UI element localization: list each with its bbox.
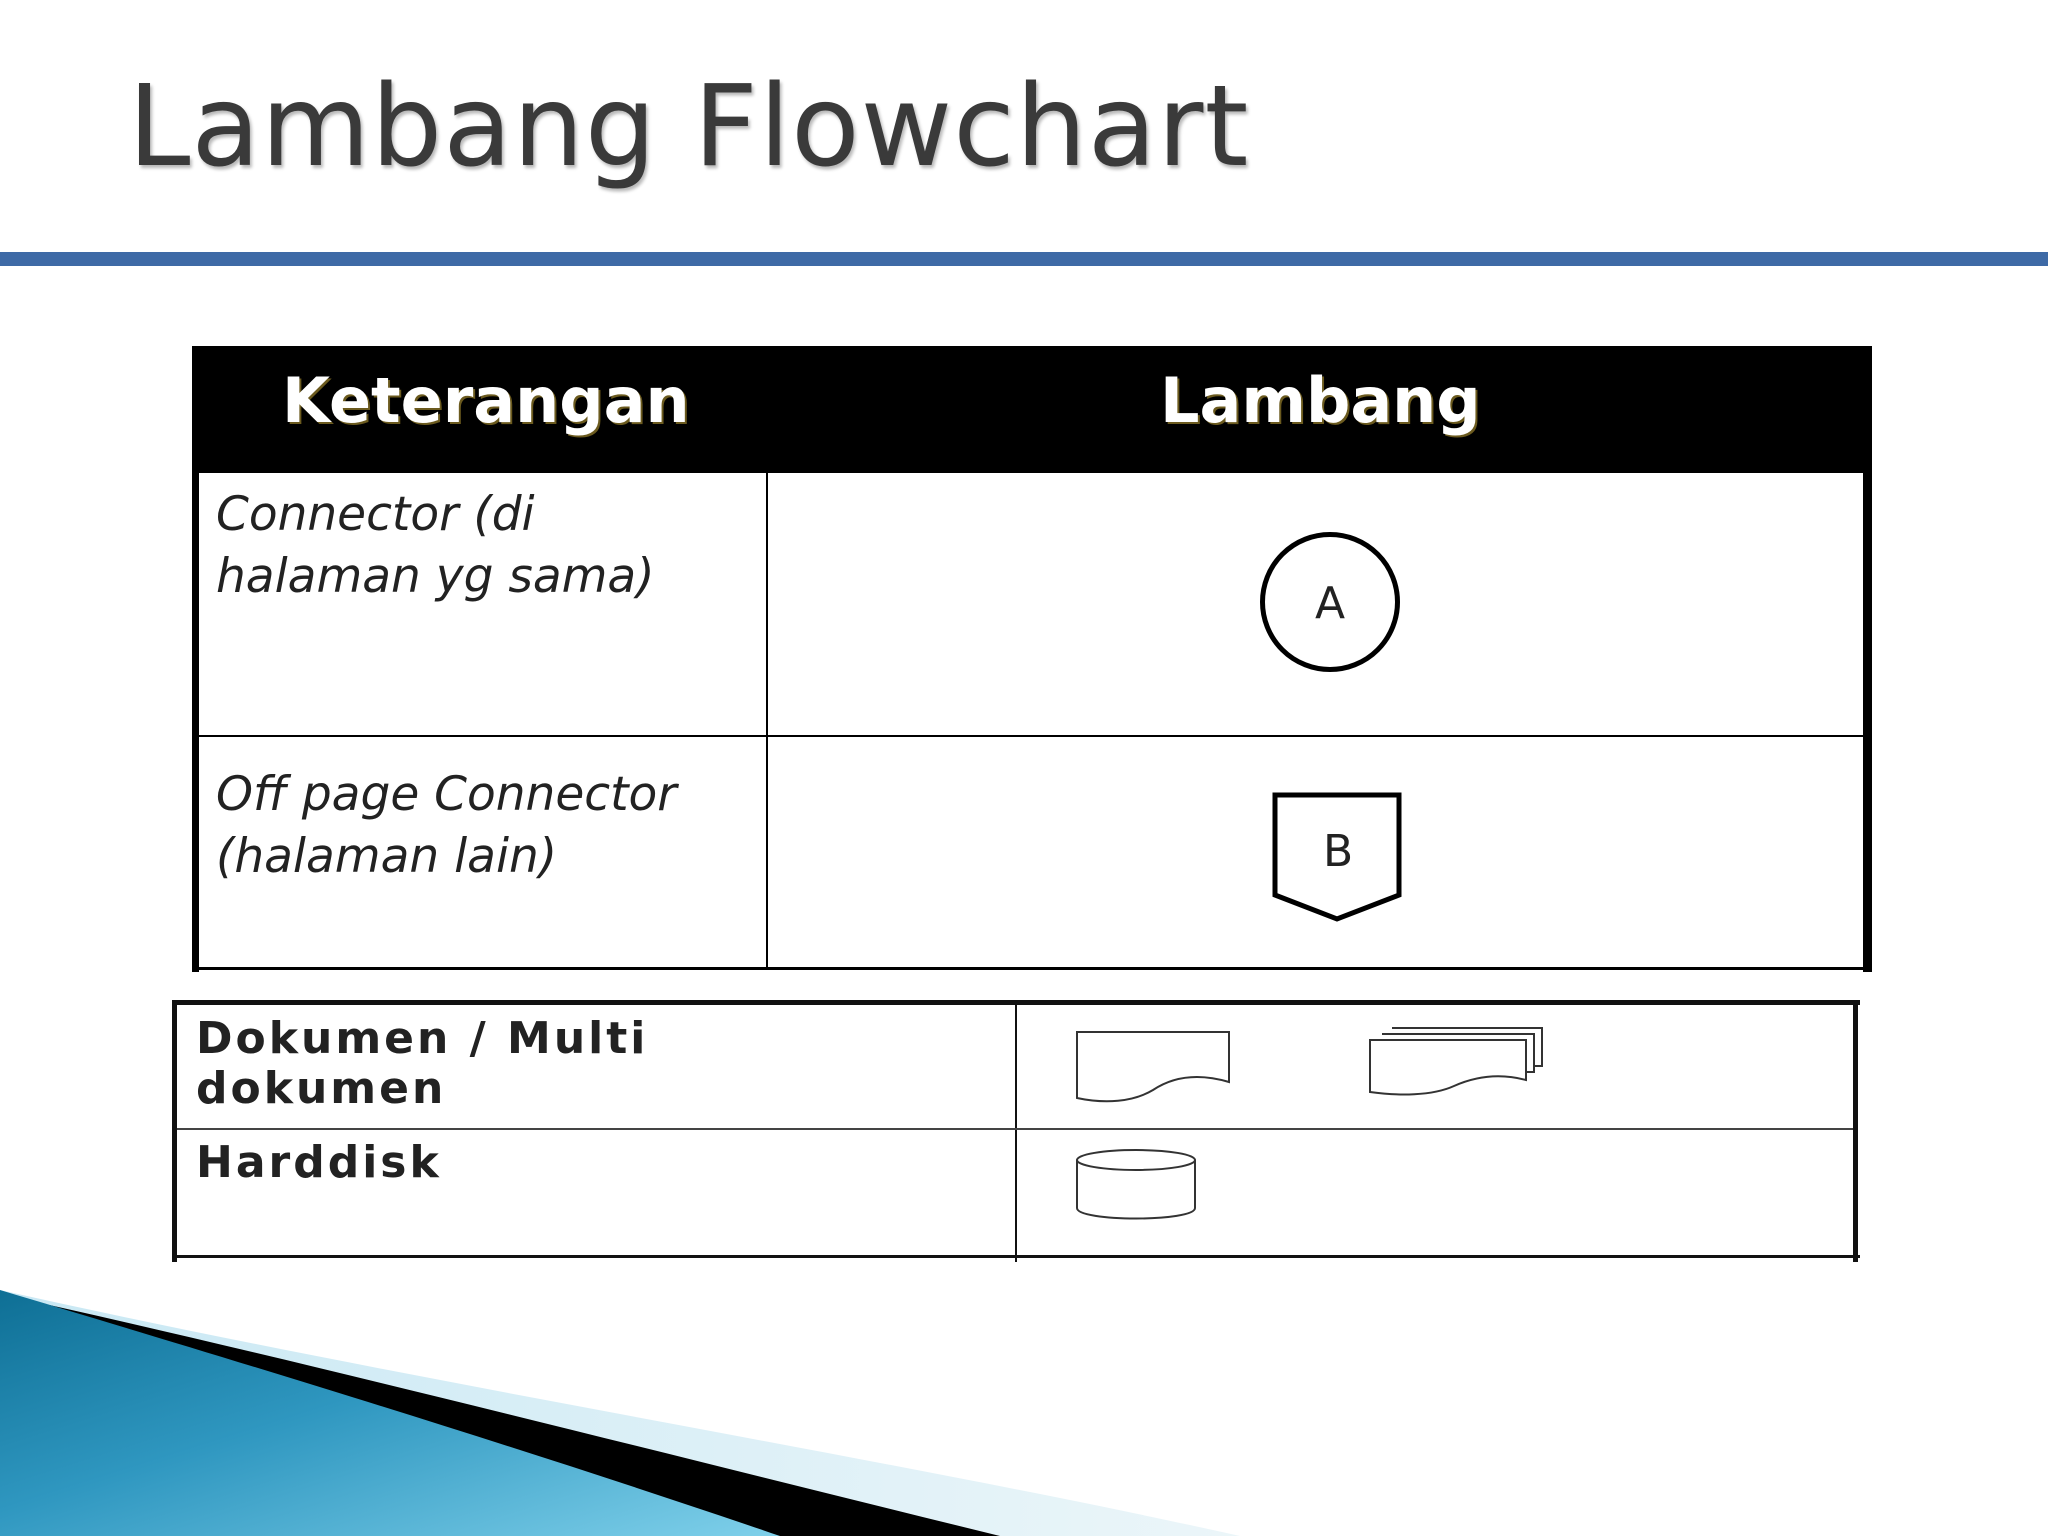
table-border bbox=[1853, 1000, 1858, 1262]
document-description: Dokumen / Multi dokumen bbox=[196, 1013, 649, 1114]
decorative-swoosh bbox=[0, 1290, 2048, 1536]
title-rule bbox=[0, 252, 2048, 266]
table-border bbox=[172, 1000, 177, 1262]
table-border bbox=[172, 1255, 1860, 1258]
flowchart-symbols-table-1 bbox=[192, 346, 1872, 972]
harddisk-description: Harddisk bbox=[196, 1137, 442, 1188]
header-lambang: Lambang bbox=[1160, 364, 1481, 437]
table-border bbox=[199, 967, 1863, 970]
table-border bbox=[1863, 346, 1872, 972]
document-icon bbox=[1075, 1028, 1235, 1104]
column-divider bbox=[766, 473, 768, 969]
connector-description: Connector (di halaman yg sama) bbox=[216, 487, 655, 604]
offpage-connector-description: Off page Connector (halaman lain) bbox=[216, 767, 677, 884]
harddisk-icon bbox=[1075, 1148, 1197, 1222]
table-border bbox=[192, 346, 199, 972]
slide-title: Lambang Flowchart bbox=[128, 62, 1250, 192]
row-divider bbox=[177, 1128, 1853, 1130]
row-divider bbox=[199, 735, 1863, 737]
table-header bbox=[192, 346, 1872, 473]
flowchart-symbols-table-2 bbox=[172, 1000, 1860, 1262]
offpage-connector-letter: B bbox=[1323, 826, 1354, 877]
header-keterangan: Keterangan bbox=[282, 364, 690, 437]
connector-letter: A bbox=[1315, 578, 1346, 629]
multi-document-icon bbox=[1368, 1024, 1548, 1100]
column-divider bbox=[1015, 1000, 1017, 1262]
